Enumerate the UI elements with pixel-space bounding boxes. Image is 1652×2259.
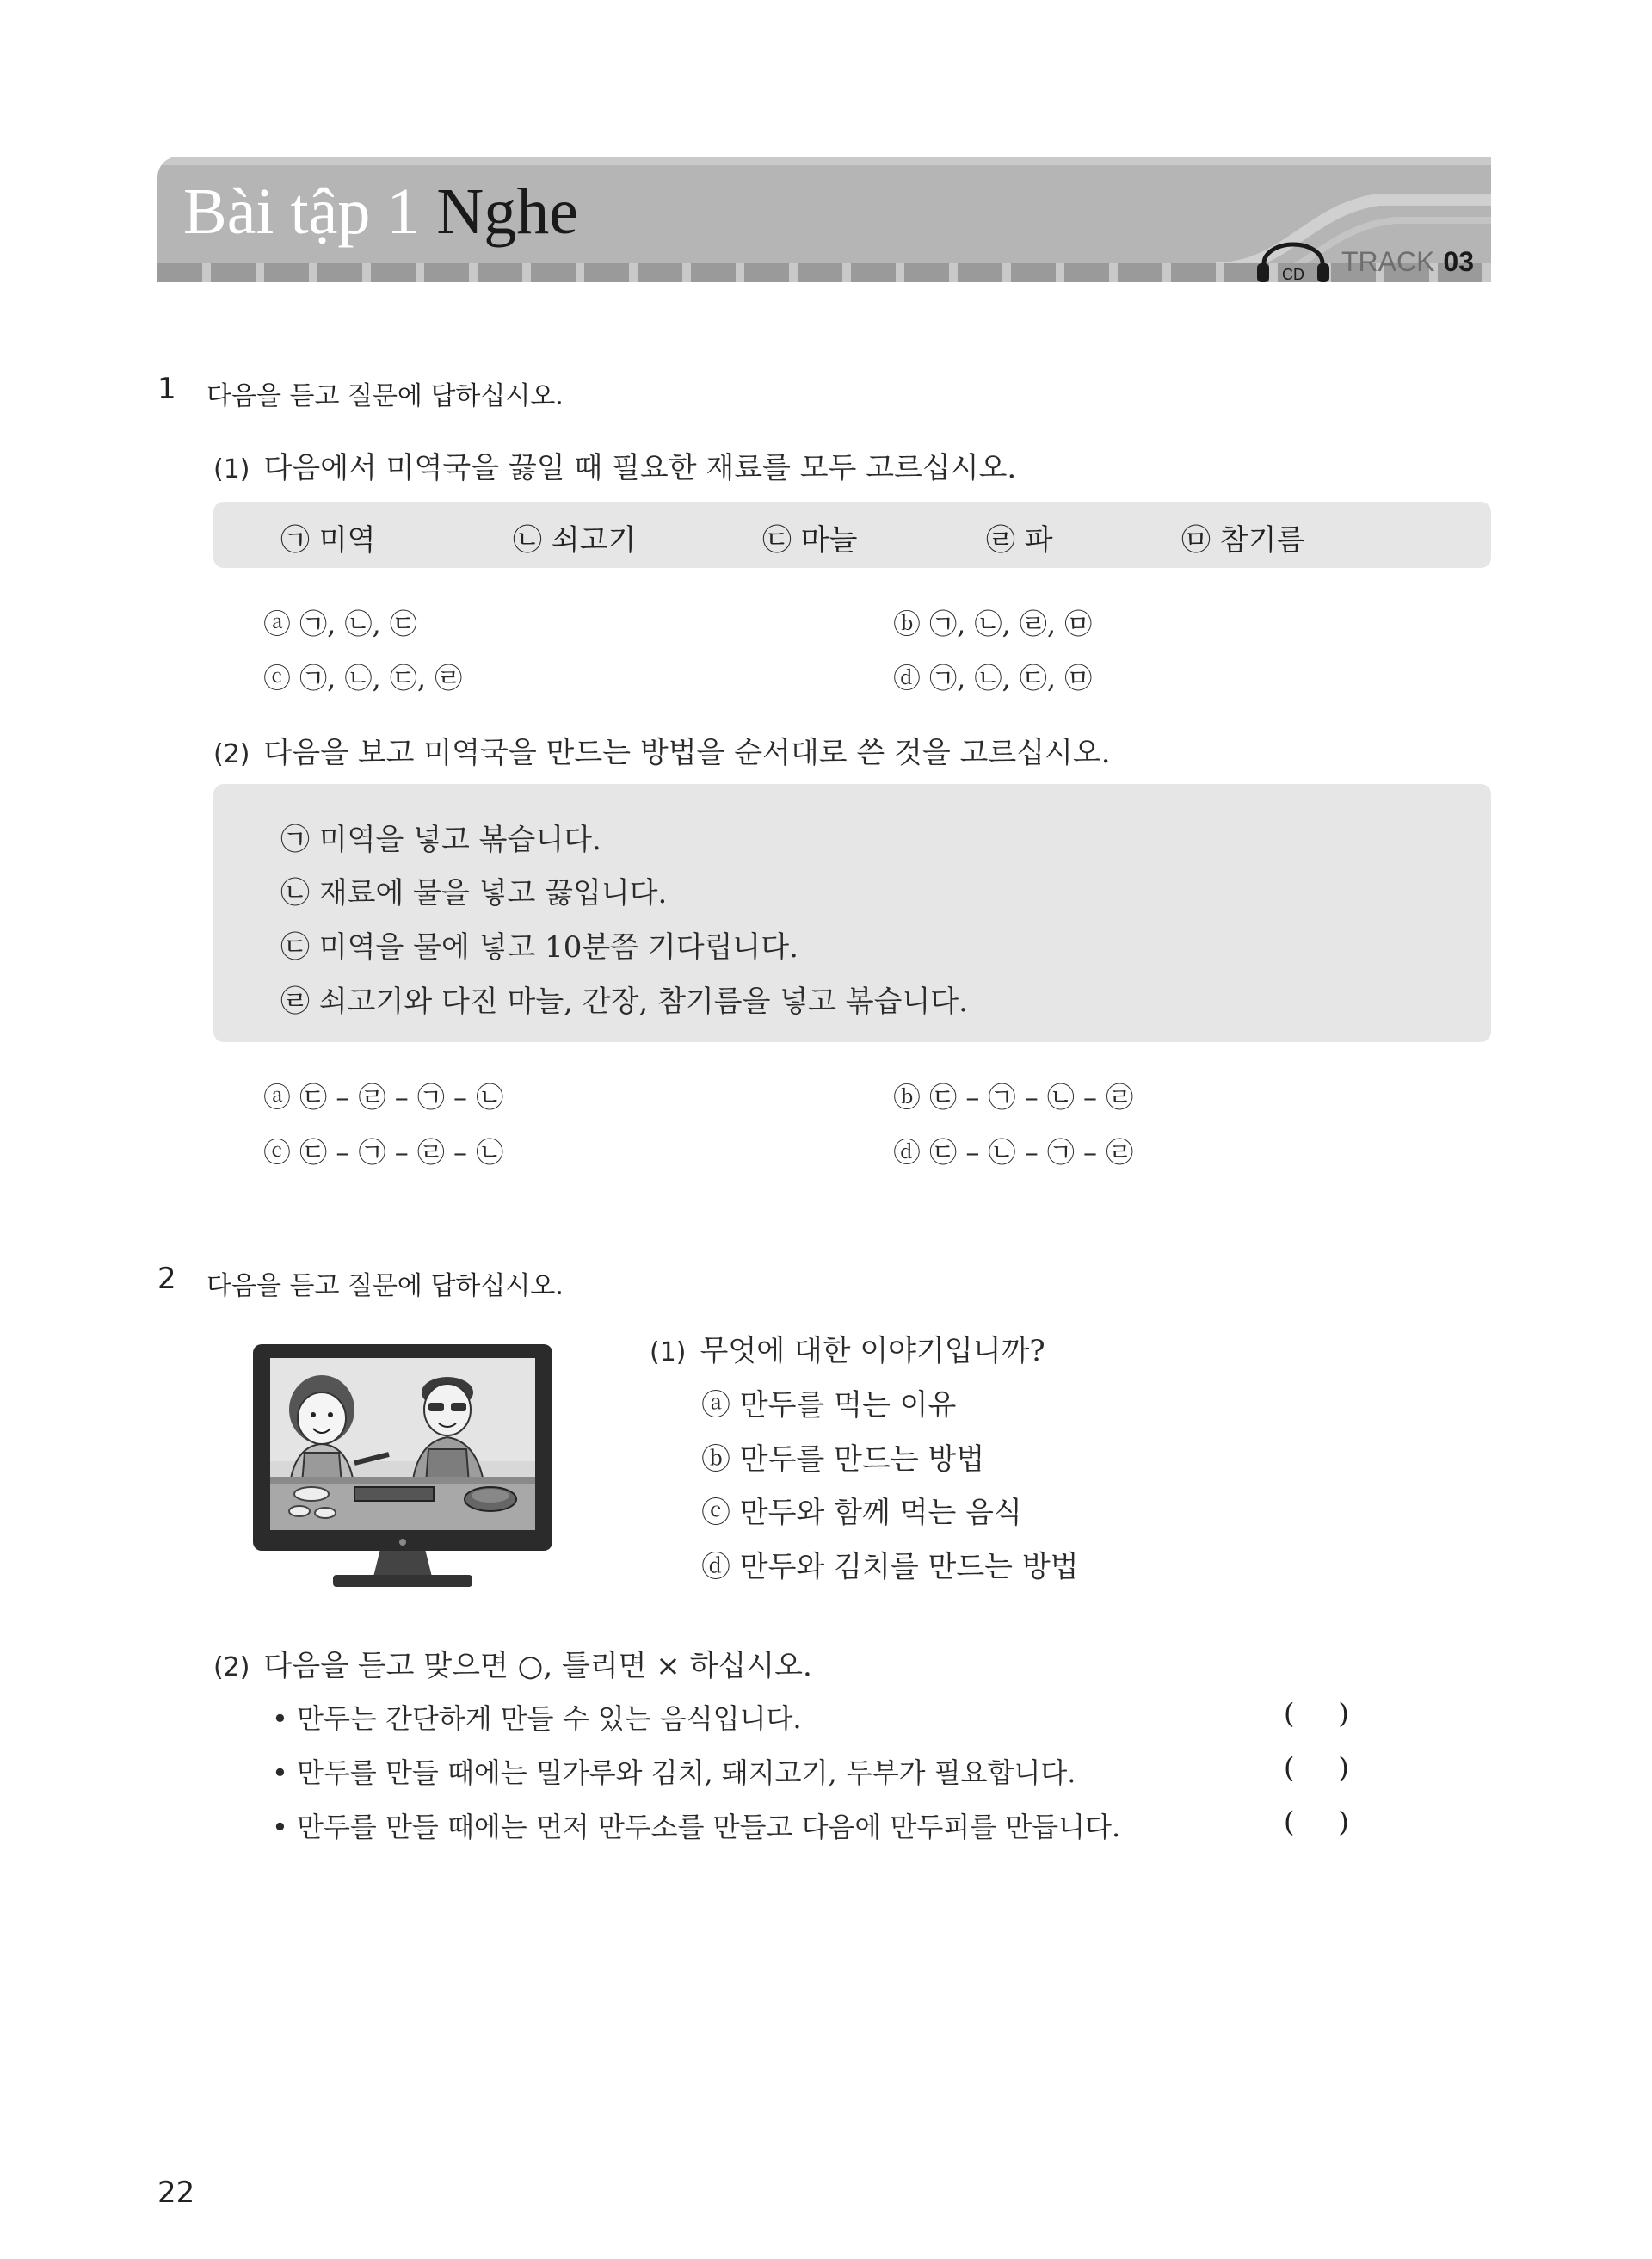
step-item: ㉣ 쇠고기와 다진 마늘, 간장, 참기름을 넣고 볶습니다. [280,984,968,1019]
ingredient-item: ㉡ 쇠고기 [513,523,637,558]
ingredient-item: ㉢ 마늘 [762,523,858,558]
answer-option-a[interactable]: ⓐ ㉠, ㉡, ㉢ [263,608,417,640]
true-false-statement: • 만두를 만들 때에는 밀가루와 김치, 돼지고기, 두부가 필요합니다. [272,1756,1076,1789]
question-2-prompt: 다음을 듣고 질문에 답하십시오. [206,1271,564,1301]
true-false-statement: • 만두는 간단하게 만들 수 있는 음식입니다. [272,1702,802,1735]
answer-option-b[interactable]: ⓑ ㉠, ㉡, ㉣, ㉤ [893,608,1093,640]
q1-part2-question: 다음을 보고 미역국을 만드는 방법을 순서대로 쓴 것을 고르십시오. [263,736,1111,770]
page-title [183,176,579,248]
q2-part1 [650,1327,1045,1369]
track-number: 03 [1443,245,1474,277]
q1-part2 [213,729,1111,771]
answer-blank[interactable]: ( ) [1284,1751,1349,1784]
q2-part1-label: (1) [650,1337,687,1367]
q1-part1 [213,444,1016,486]
ingredient-item: ㉠ 미역 [280,523,376,558]
q1-part1-label: (1) [213,454,250,485]
audio-track [1254,239,1474,282]
answer-option-c[interactable]: ⓒ ㉠, ㉡, ㉢, ㉣ [263,662,463,694]
question-1-number: 1 [157,372,176,406]
true-false-statement: • 만두를 만들 때에는 먼저 만두소를 만들고 다음에 만두피를 만듭니다. [272,1811,1121,1843]
title-dark: Nghe [436,176,579,248]
cooking-show-tv-illustration [251,1342,554,1592]
step-item: ㉠ 미역을 넣고 볶습니다. [280,823,601,857]
answer-option-a[interactable]: ⓐ 만두를 먹는 이유 [701,1388,957,1423]
answer-blank[interactable]: ( ) [1284,1697,1349,1730]
headphones-icon [1254,239,1333,282]
answer-option-d[interactable]: ⓓ ㉢ – ㉡ – ㉠ – ㉣ [893,1136,1134,1169]
title-light: Bài tập 1 [183,176,420,248]
page-number: 22 [157,2176,195,2210]
answer-option-a[interactable]: ⓐ ㉢ – ㉣ – ㉠ – ㉡ [263,1081,504,1114]
answer-option-b[interactable]: ⓑ 만두를 만드는 방법 [701,1442,985,1477]
ingredient-item: ㉤ 참기름 [1181,523,1305,558]
question-2-number: 2 [157,1262,176,1296]
q2-part1-question: 무엇에 대한 이야기입니까? [700,1334,1045,1368]
ingredient-item: ㉣ 파 [986,523,1053,558]
step-item: ㉡ 재료에 물을 넣고 끓입니다. [280,876,668,910]
answer-option-d[interactable]: ⓓ ㉠, ㉡, ㉢, ㉤ [893,662,1093,694]
answer-option-d[interactable]: ⓓ 만두와 김치를 만드는 방법 [701,1550,1079,1584]
q1-part1-question: 다음에서 미역국을 끓일 때 필요한 재료를 모두 고르십시오. [263,451,1017,485]
q2-part2 [213,1642,812,1684]
q1-part2-label: (2) [213,739,250,769]
question-1-prompt: 다음을 듣고 질문에 답하십시오. [206,381,564,411]
cd-label: CD [1281,266,1304,282]
answer-option-b[interactable]: ⓑ ㉢ – ㉠ – ㉡ – ㉣ [893,1081,1134,1114]
answer-option-c[interactable]: ⓒ 만두와 함께 먹는 음식 [701,1496,1022,1530]
q2-part2-label: (2) [213,1652,250,1682]
track-label: TRACK [1341,245,1435,277]
q2-part2-question: 다음을 듣고 맞으면 ○, 틀리면 × 하십시오. [263,1649,812,1683]
answer-blank[interactable]: ( ) [1284,1805,1349,1838]
answer-option-c[interactable]: ⓒ ㉢ – ㉠ – ㉣ – ㉡ [263,1136,504,1169]
step-item: ㉢ 미역을 물에 넣고 10분쯤 기다립니다. [280,930,798,965]
section-banner [157,157,1491,282]
